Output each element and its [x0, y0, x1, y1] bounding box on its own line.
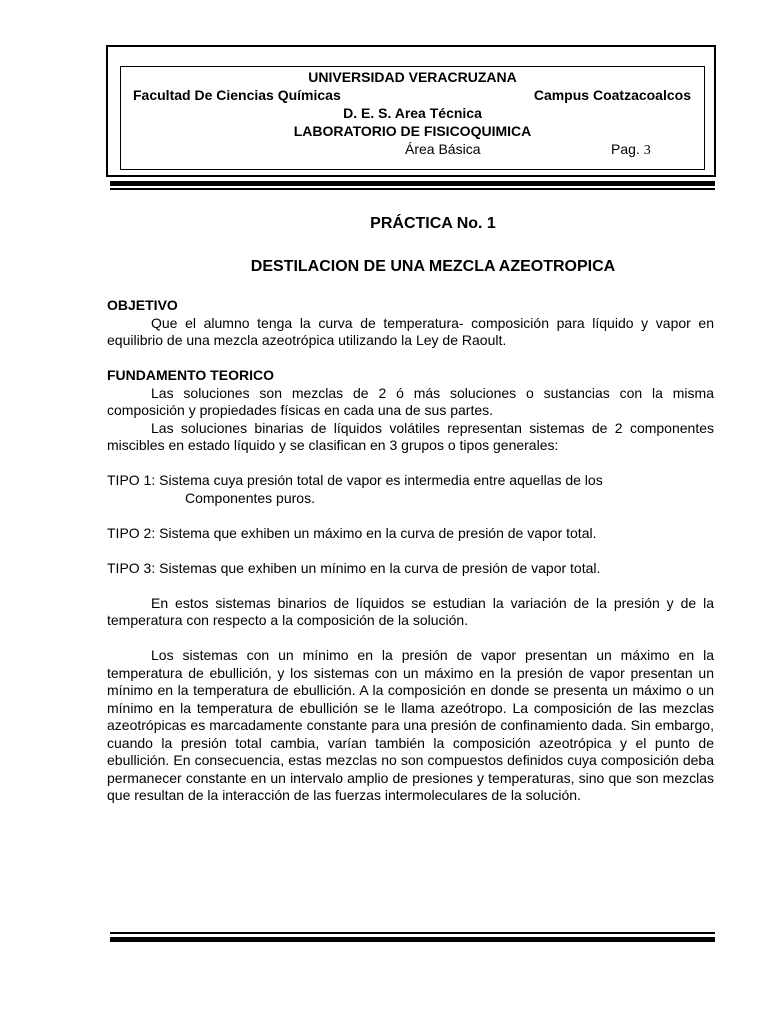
tipo-1-line-2: Componentes puros. [185, 489, 315, 506]
practice-number-title: PRÁCTICA No. 1 [370, 215, 496, 232]
objetivo-text: Que el alumno tenga la curva de temperatura- composición para líquido y vapor en equilibrio de una mezcla azeotrópica utilizando la Ley de Raoult. [107, 314, 714, 348]
page-label: Pag. [611, 141, 640, 157]
fundamento-paragraph-1: Las soluciones son mezclas de 2 ó más soluciones o sustancias con la misma composición y propiedades físicas en cada una de sus partes. [107, 384, 714, 418]
objetivo-heading: OBJETIVO [107, 297, 178, 313]
lab-name: LABORATORIO DE FISICOQUIMICA [293, 123, 532, 139]
campus-name: Campus Coatzacoalcos [533, 87, 691, 103]
document-body [107, 297, 714, 805]
page-number: 3 [643, 143, 651, 158]
practice-title: DESTILACION DE UNA MEZCLA AZEOTROPICA [250, 258, 616, 275]
header-rule-thick [110, 181, 715, 186]
footer-rule-thin [110, 932, 715, 934]
tipo-2: TIPO 2: Sistema que exhiben un máximo en la curva de presión de vapor total. [107, 524, 597, 541]
university-name: UNIVERSIDAD VERACRUZANA [308, 69, 517, 85]
fundamento-paragraph-2: Las soluciones binarias de líquidos volátiles representan sistemas de 2 componentes miscibles en estado líquido y se clasifican en 3 grupos o tipos generales: [107, 419, 714, 453]
header-box [120, 66, 705, 170]
page-indicator [611, 140, 651, 160]
header-rule-thin [110, 188, 715, 190]
tipo-3: TIPO 3: Sistemas que exhiben un mínimo en la curva de presión de vapor total. [107, 559, 601, 576]
azeotropo-paragraph: Los sistemas con un mínimo en la presión de vapor presentan un máximo en la temperatura de ebullición, y los sistemas con un máximo en la presión de vapor presentan un mínimo en la temperatura de ebullición. A la composición en donde se presenta un máximo o un mínimo en la temperatura de ebullición se le llama azeótropo. La composición de las mezclas azeotrópicas es marcadamente constante para una presión de confinamiento dada. Sin embargo, cuando la presión total cambia, varían también la composición azeotrópica y el punto de ebullición. En consecuencia, estas mezclas no son compuestos definidos cuya composición deba permanecer constante en un intervalo amplio de presiones y temperaturas, sino que son mezclas que resultan de la interacción de las fuerzas intermoleculares de la solución. [107, 647, 714, 803]
footer-rule-thick [110, 937, 715, 942]
variacion-paragraph: En estos sistemas binarios de líquidos se estudian la variación de la presión y de la temperatura con respecto a la composición de la solución. [107, 594, 714, 628]
area-label: Área Básica [405, 141, 481, 157]
faculty-name: Facultad De Ciencias Químicas [133, 87, 341, 103]
fundamento-heading: FUNDAMENTO TEORICO [107, 367, 274, 383]
tipo-1-line-1: TIPO 1: Sistema cuya presión total de vapor es intermedia entre aquellas de los [107, 472, 603, 488]
des-area: D. E. S. Area Técnica [343, 105, 482, 121]
